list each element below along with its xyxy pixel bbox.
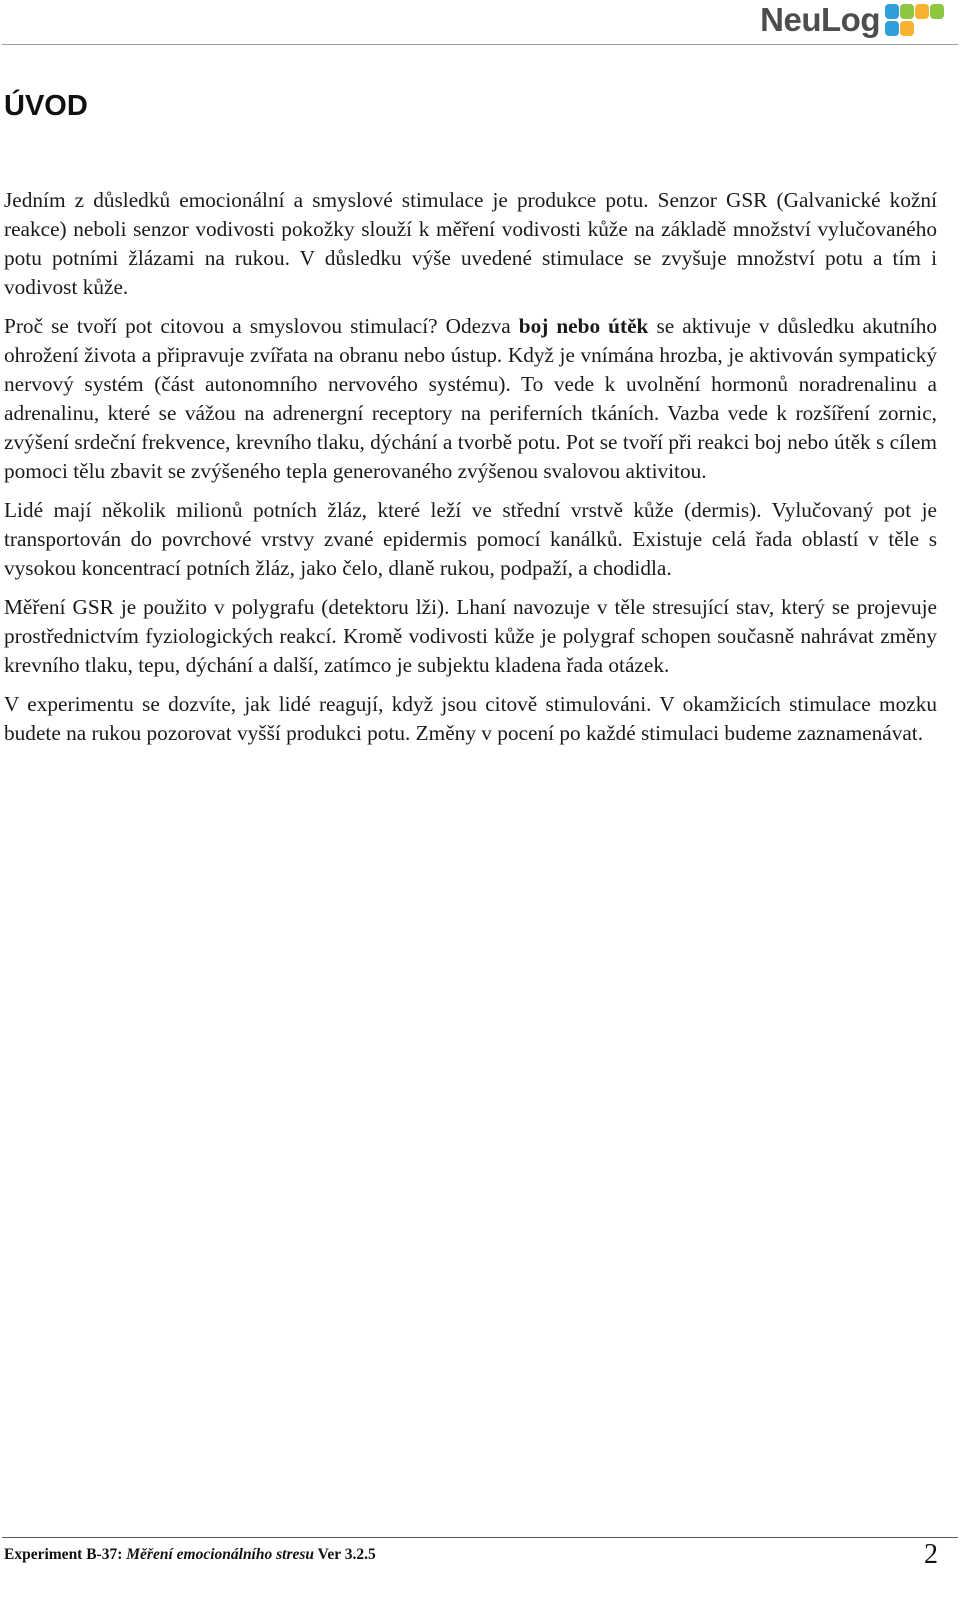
header-divider: [2, 44, 958, 45]
paragraph-experiment: V experimentu se dozvíte, jak lidé reagují, když jsou citově stimulováni. V okamžicích stimulace mozku budete na rukou pozorovat vyšší produkci potu. Změny v pocení po každé stimulaci budeme zaznamenávat.: [4, 692, 937, 745]
bold-term: boj nebo útěk: [518, 314, 649, 338]
paragraph-polygraph: Měření GSR je použito v polygrafu (detektoru lži). Lhaní navozuje v těle stresující stav, který se projevuje prostřednictvím fyziologických reakcí. Kromě vodivosti kůže je polygraf schopen současně nahrávat změny krevního tlaku, tepu, dýchání a další, zatímco je subjektu kladena řada otázek.: [4, 595, 937, 677]
footer-experiment-title: Měření emocionálního stresu: [126, 1546, 315, 1563]
page-header: [0, 0, 960, 46]
page-footer: [4, 1546, 376, 1564]
section-heading: ÚVOD: [4, 90, 88, 122]
footer-version: Ver 3.2.5: [314, 1546, 376, 1563]
footer-experiment-label: Experiment B-37:: [4, 1546, 127, 1563]
logo-tile: [900, 21, 914, 36]
paragraph-text: se aktivuje v důsledku akutního ohrožení života a připravuje zvířata na obranu nebo ústup. Když je vnímána hrozba, je aktivován sympatický nervový systém (část autonomního nervového systému). To vede k uvolnění hormonů noradrenalinu a adrenalinu, které se vážou na adrenergní receptory na periferních tkáních. Vazba vede k rozšíření zornic, zvýšení srdeční frekvence, krevního tlaku, dýchání a tvorbě potu. Pot se tvoří při reakci boj nebo útěk s cílem pomoci tělu zbavit se zvýšeného tepla generovaného zvýšenou svalovou aktivitou.: [4, 314, 937, 483]
footer-divider: [2, 1537, 958, 1538]
paragraph-sweat-glands: Lidé mají několik milionů potních žláz, které leží ve střední vrstvě kůže (dermis). Vylučovaný pot je transportován do povrchové vrstvy zvané epidermis pomocí kanálků. Existuje celá řada oblastí v těle s vysokou koncentrací potních žláz, jako čelo, dlaně rukou, podpaží, a chodidla.: [4, 498, 937, 580]
paragraph-text: Proč se tvoří pot citovou a smyslovou stimulací? Odezva: [4, 314, 519, 338]
logo-tile: [930, 4, 944, 19]
paragraph-fight-or-flight: [4, 312, 937, 486]
logo-mark-icon: [884, 3, 944, 37]
document-body: [4, 186, 937, 758]
logo-tile: [900, 4, 914, 19]
logo-tile: [915, 4, 929, 19]
neulog-logo: [760, 2, 944, 38]
logo-tile: [885, 21, 899, 36]
logo-text: NeuLog: [760, 1, 880, 38]
logo-tile: [885, 4, 899, 19]
page-number: 2: [924, 1539, 938, 1570]
paragraph-intro: Jedním z důsledků emocionální a smyslové stimulace je produkce potu. Senzor GSR (Galvanické kožní reakce) neboli senzor vodivosti pokožky slouží k měření vodivosti kůže na základě množství vylučovaného potu potními žlázami na rukou. V důsledku výše uvedené stimulace se zvyšuje množství potu a tím i vodivost kůže.: [4, 188, 937, 299]
